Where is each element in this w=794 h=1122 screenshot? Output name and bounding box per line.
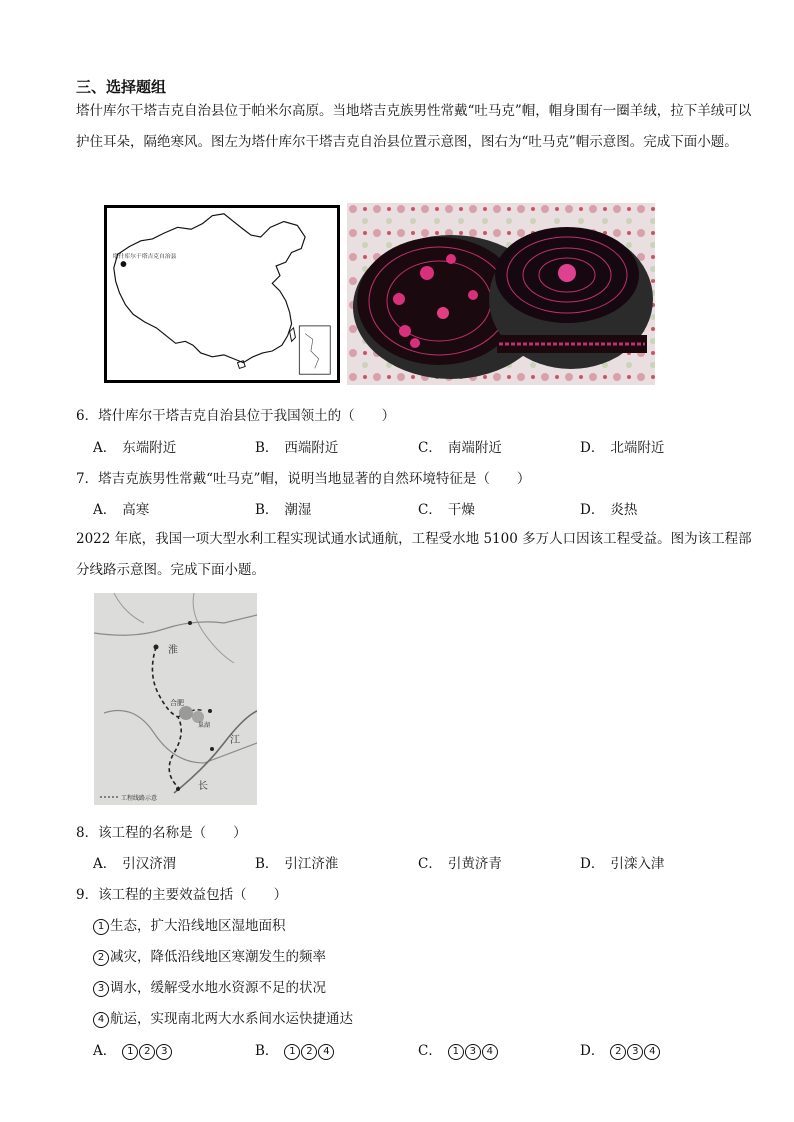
q6-option-b[interactable]: B． 西端附近 [255, 440, 339, 456]
route-map-svg [94, 593, 257, 805]
map-label-hefei: 合肥 [170, 699, 184, 707]
map-label-huai: 淮 [168, 645, 178, 656]
q9-option-c[interactable]: C． 1 3 4 [418, 1039, 499, 1060]
hat-illustration [347, 203, 655, 385]
q6-option-c[interactable]: C． 南端附近 [418, 440, 502, 456]
question-9-options [93, 1039, 733, 1059]
question-6-options [93, 436, 733, 456]
q6-option-d[interactable]: D． 北端附近 [580, 440, 665, 456]
question-9: 9．该工程的主要效益包括（ ） [76, 887, 288, 903]
q6-option-a[interactable]: A． 东端附近 [93, 440, 177, 456]
group1-passage: 塔什库尔干塔吉克自治县位于帕米尔高原。当地塔吉克族男性常戴“吐马克”帽，帽身围有一圈羊绒，拉下羊绒可以护住耳朵，隔绝寒风。图左为塔什库尔干塔吉克自治县位置示意图，图右为“吐马克”帽示意图。完成下面小题。 [76, 103, 752, 150]
question-8: 8．该工程的名称是（ ） [76, 825, 247, 841]
q7-option-a[interactable]: A． 高寒 [93, 502, 150, 518]
q7-option-c[interactable]: C． 干燥 [418, 502, 475, 518]
section-title: 三、选择题组 [76, 78, 167, 96]
q9-option-b[interactable]: B． 1 2 4 [255, 1039, 335, 1060]
q9-statement-2: 2 减灾，降低沿线地区寒潮发生的频率 [93, 945, 326, 966]
q8-option-b[interactable]: B． 引江济淮 [255, 856, 339, 872]
q8-option-a[interactable]: A． 引汉济渭 [93, 856, 177, 872]
q8-option-c[interactable]: C． 引黄济青 [418, 856, 502, 872]
q9-option-a[interactable]: A． 1 2 3 [93, 1039, 173, 1060]
question-7-options [93, 498, 733, 518]
china-location-map [104, 205, 340, 383]
map-county-label: 塔什库尔干塔吉克自治县 [112, 254, 177, 261]
map-label-chao: 巢湖 [198, 722, 211, 729]
q9-statement-3: 3 调水，缓解受水地水资源不足的状况 [93, 976, 326, 997]
q9-statement-4: 4 航运，实现南北两大水系间水运快捷通达 [93, 1007, 353, 1028]
map-legend-label: 工程线路示意 [121, 795, 158, 802]
q7-option-b[interactable]: B． 潮湿 [255, 502, 312, 518]
tumak-hat-photo [347, 203, 655, 385]
question-8-options [93, 852, 733, 872]
group2-passage: 2022 年底，我国一项大型水利工程实现试通水试通航，工程受水地 5100 多万人口因该工程受益。图为该工程部分线路示意图。完成下面小题。 [76, 531, 752, 578]
q7-option-d[interactable]: D． 炎热 [580, 502, 638, 518]
q9-statement-1: 1 生态，扩大沿线地区湿地面积 [93, 914, 286, 935]
question-6: 6．塔什库尔干塔吉克自治县位于我国领土的（ ） [76, 408, 396, 424]
q8-option-d[interactable]: D． 引滦入津 [580, 856, 665, 872]
question-7: 7．塔吉克族男性常戴“吐马克”帽，说明当地显著的自然环境特征是（ ） [76, 471, 531, 487]
china-outline-svg [107, 208, 337, 380]
map-label-jiang: 江 [230, 735, 240, 746]
q9-option-d[interactable]: D． 2 3 4 [580, 1039, 661, 1060]
water-project-route-map [94, 593, 257, 805]
map-label-chang: 长 [198, 781, 208, 792]
